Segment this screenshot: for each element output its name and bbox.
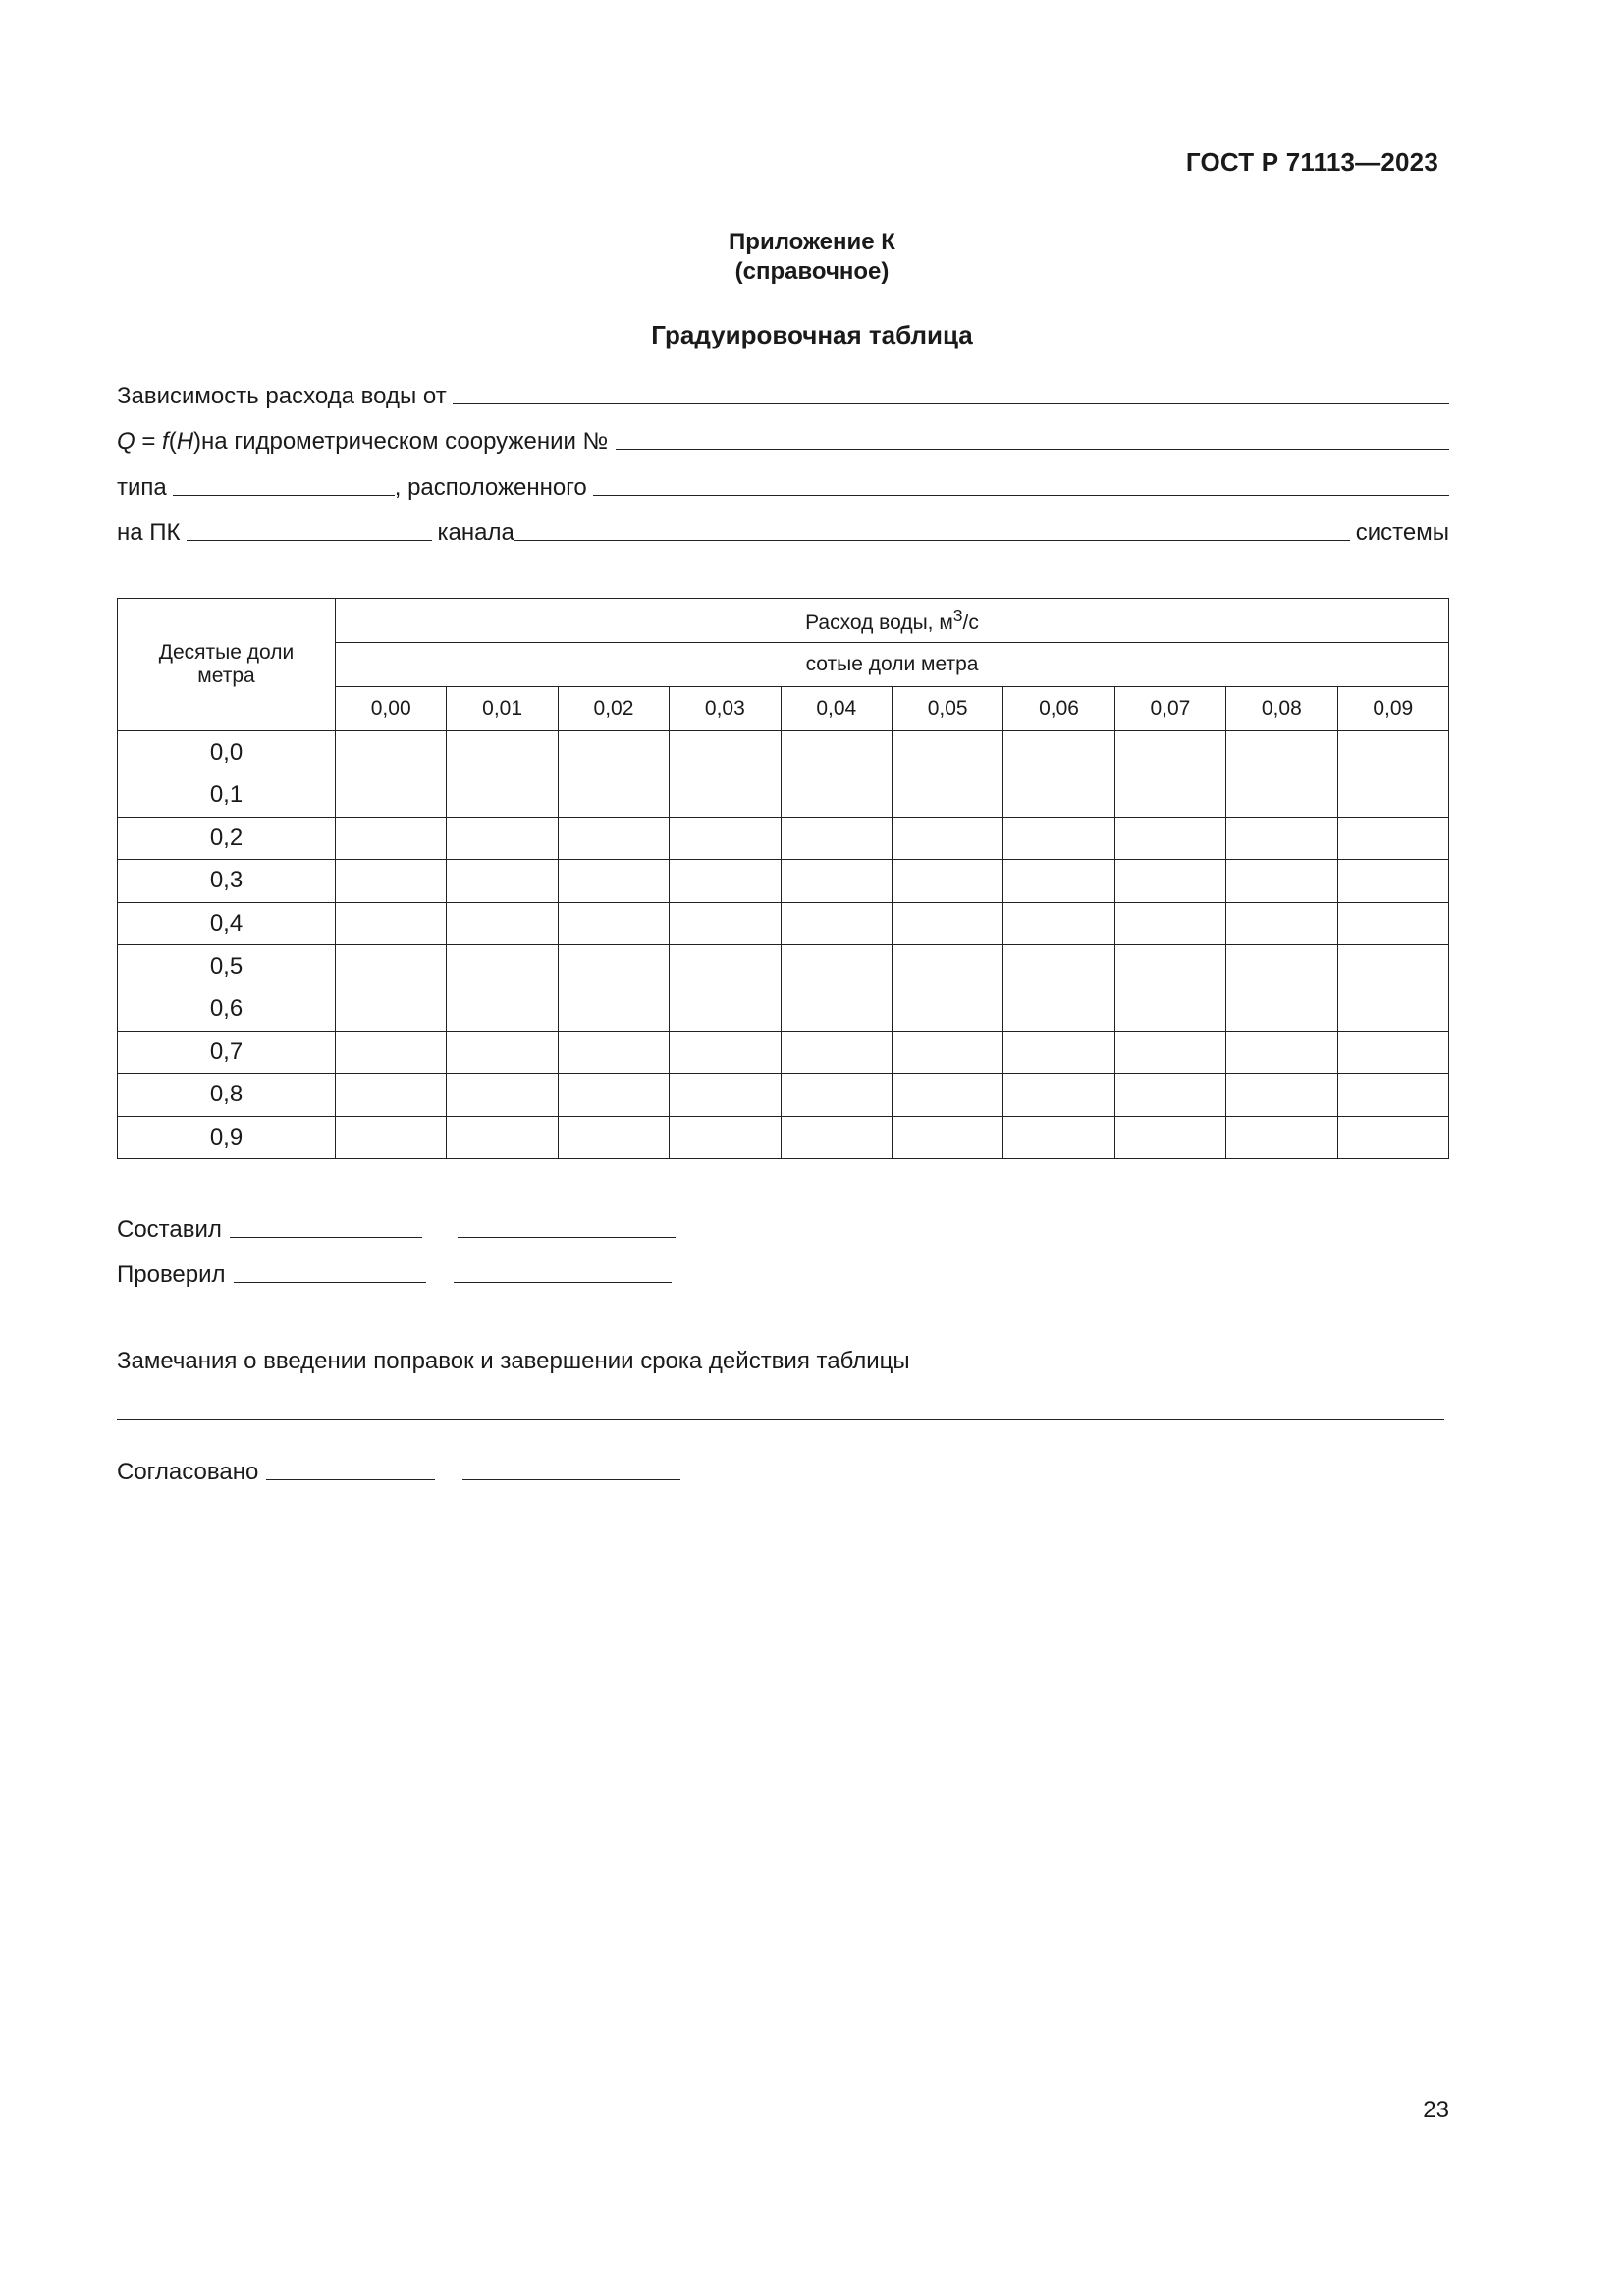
appendix-title: Приложение К (729, 229, 895, 255)
system-label: системы (1355, 519, 1449, 546)
value-cell[interactable] (670, 902, 781, 945)
pk-label: на ПК (117, 519, 181, 546)
row-label: 0,4 (118, 902, 336, 945)
table-row (118, 1116, 1449, 1159)
value-cell[interactable] (1003, 1116, 1114, 1159)
table-body (118, 731, 1449, 1159)
value-cell[interactable] (336, 1074, 447, 1117)
row-label: 0,8 (118, 1074, 336, 1117)
agreed-line (117, 1455, 680, 1486)
table-row (118, 988, 1449, 1031)
value-cell[interactable] (781, 860, 892, 903)
value-cell[interactable] (558, 774, 669, 818)
col-header: 0,06 (1003, 687, 1114, 731)
value-cell[interactable] (336, 988, 447, 1031)
value-cell[interactable] (781, 774, 892, 818)
value-cell[interactable] (1337, 945, 1448, 988)
table-row (118, 902, 1449, 945)
value-cell[interactable] (670, 860, 781, 903)
table-title: Градуировочная таблица (651, 320, 973, 349)
value-cell[interactable] (670, 1074, 781, 1117)
row-label: 0,5 (118, 945, 336, 988)
value-cell[interactable] (558, 988, 669, 1031)
checked-name-blank[interactable] (234, 1282, 426, 1283)
formula: Q = f(H) (117, 428, 202, 454)
value-cell[interactable] (670, 945, 781, 988)
value-cell[interactable] (558, 902, 669, 945)
row-header-text: Десятые доли метра (158, 641, 295, 687)
canal-label: канала (437, 519, 514, 546)
value-cell[interactable] (1003, 731, 1114, 774)
value-cell[interactable] (1226, 860, 1337, 903)
checked-signature-blank[interactable] (454, 1282, 672, 1283)
value-cell[interactable] (670, 817, 781, 860)
value-cell[interactable] (781, 902, 892, 945)
appendix-note: (справочное) (734, 258, 890, 285)
group-header-cell (336, 599, 1449, 643)
location-label: , расположенного (394, 474, 587, 501)
value-cell[interactable] (1114, 1074, 1225, 1117)
type-blank[interactable] (173, 495, 395, 496)
value-cell[interactable] (1337, 1116, 1448, 1159)
row-label: 0,6 (118, 988, 336, 1031)
value-cell[interactable] (1226, 817, 1337, 860)
canal-blank[interactable] (514, 540, 1350, 541)
form-line-pk (117, 515, 1449, 547)
row-label: 0,3 (118, 860, 336, 903)
compiled-signature-blank[interactable] (458, 1237, 676, 1238)
value-cell[interactable] (1003, 817, 1114, 860)
value-cell[interactable] (892, 945, 1002, 988)
sub-header-cell (336, 643, 1449, 687)
value-cell[interactable] (447, 860, 558, 903)
value-cell[interactable] (447, 817, 558, 860)
value-cell[interactable] (1226, 1031, 1337, 1074)
checked-line (117, 1257, 672, 1289)
sub-header-text: сотые доли метра (805, 653, 979, 675)
value-cell[interactable] (336, 945, 447, 988)
agreed-label: Согласовано (117, 1459, 259, 1485)
col-header: 0,01 (447, 687, 558, 731)
agreed-signature-blank[interactable] (462, 1479, 680, 1480)
value-cell[interactable] (1114, 902, 1225, 945)
value-cell[interactable] (447, 1031, 558, 1074)
value-cell[interactable] (1114, 731, 1225, 774)
value-cell[interactable] (447, 774, 558, 818)
value-cell[interactable] (1114, 945, 1225, 988)
value-cell[interactable] (1003, 860, 1114, 903)
value-cell[interactable] (892, 988, 1002, 1031)
compiled-line (117, 1212, 676, 1244)
row-label: 0,2 (118, 817, 336, 860)
table-row (118, 817, 1449, 860)
table-row (118, 945, 1449, 988)
value-cell[interactable] (892, 1031, 1002, 1074)
value-cell[interactable] (1003, 988, 1114, 1031)
value-cell[interactable] (670, 1031, 781, 1074)
col-header: 0,08 (1226, 687, 1337, 731)
form-line-structure (117, 424, 1449, 455)
table-row (118, 1074, 1449, 1117)
value-cell[interactable] (781, 945, 892, 988)
value-cell[interactable] (1114, 1116, 1225, 1159)
value-cell[interactable] (781, 988, 892, 1031)
value-cell[interactable] (892, 817, 1002, 860)
value-cell[interactable] (892, 1074, 1002, 1117)
value-cell[interactable] (1226, 1116, 1337, 1159)
value-cell[interactable] (558, 945, 669, 988)
value-cell[interactable] (892, 902, 1002, 945)
value-cell[interactable] (892, 731, 1002, 774)
standard-number: ГОСТ Р 71113—2023 (1185, 147, 1438, 177)
value-cell[interactable] (336, 817, 447, 860)
value-cell[interactable] (781, 1116, 892, 1159)
agreed-name-blank[interactable] (266, 1479, 435, 1480)
row-label: 0,0 (118, 731, 336, 774)
location-blank[interactable] (593, 495, 1449, 496)
value-cell[interactable] (670, 1116, 781, 1159)
value-cell[interactable] (1337, 731, 1448, 774)
group-header-tail: /с (962, 612, 979, 634)
value-cell[interactable] (1337, 902, 1448, 945)
value-cell[interactable] (447, 1074, 558, 1117)
value-cell[interactable] (781, 817, 892, 860)
value-cell[interactable] (558, 1116, 669, 1159)
value-cell[interactable] (1226, 945, 1337, 988)
calibration-table (117, 598, 1449, 1159)
row-label: 0,1 (118, 774, 336, 818)
value-cell[interactable] (447, 1116, 558, 1159)
value-cell[interactable] (1114, 774, 1225, 818)
value-cell[interactable] (781, 731, 892, 774)
value-cell[interactable] (1337, 817, 1448, 860)
group-header-text: Расход воды, м (805, 612, 953, 634)
checked-label: Проверил (117, 1261, 226, 1288)
value-cell[interactable] (781, 1074, 892, 1117)
col-header: 0,02 (558, 687, 669, 731)
value-cell[interactable] (558, 817, 669, 860)
structure-number-blank[interactable] (616, 449, 1449, 450)
form-line-dependency (117, 379, 1449, 410)
remarks-label: Замечания о введении поправок и завершении срока действия таблицы (117, 1348, 910, 1374)
table-row (118, 1031, 1449, 1074)
value-cell[interactable] (447, 988, 558, 1031)
value-cell[interactable] (1114, 988, 1225, 1031)
value-cell[interactable] (336, 1031, 447, 1074)
value-cell[interactable] (1337, 988, 1448, 1031)
table-row (118, 860, 1449, 903)
value-cell[interactable] (1226, 774, 1337, 818)
dependency-label: Зависимость расхода воды от (117, 383, 447, 409)
form-line-type (117, 470, 1449, 502)
remarks-blank[interactable] (117, 1419, 1444, 1420)
value-cell[interactable] (1114, 860, 1225, 903)
group-header-sup: 3 (952, 606, 963, 625)
structure-label: на гидрометрическом сооружении № (201, 428, 609, 454)
value-cell[interactable] (336, 731, 447, 774)
col-header: 0,05 (892, 687, 1002, 731)
value-cell[interactable] (558, 1031, 669, 1074)
value-cell[interactable] (1003, 902, 1114, 945)
value-cell[interactable] (1003, 1031, 1114, 1074)
value-cell[interactable] (447, 945, 558, 988)
value-cell[interactable] (336, 860, 447, 903)
value-cell[interactable] (781, 1031, 892, 1074)
value-cell[interactable] (558, 731, 669, 774)
value-cell[interactable] (1337, 774, 1448, 818)
value-cell[interactable] (1226, 988, 1337, 1031)
value-cell[interactable] (336, 774, 447, 818)
page-number: 23 (1423, 2097, 1449, 2123)
value-cell[interactable] (1003, 1074, 1114, 1117)
compiled-label: Составил (117, 1216, 222, 1243)
value-cell[interactable] (1003, 774, 1114, 818)
value-cell[interactable] (1337, 1031, 1448, 1074)
value-cell[interactable] (447, 902, 558, 945)
value-cell[interactable] (447, 731, 558, 774)
col-header: 0,04 (781, 687, 892, 731)
row-label: 0,9 (118, 1116, 336, 1159)
dependency-blank[interactable] (453, 403, 1449, 404)
value-cell[interactable] (1114, 817, 1225, 860)
pk-blank[interactable] (187, 540, 432, 541)
value-cell[interactable] (892, 774, 1002, 818)
value-cell[interactable] (670, 988, 781, 1031)
value-cell[interactable] (892, 860, 1002, 903)
value-cell[interactable] (558, 860, 669, 903)
value-cell[interactable] (336, 1116, 447, 1159)
table-row (118, 774, 1449, 818)
value-cell[interactable] (1337, 860, 1448, 903)
value-cell[interactable] (1003, 945, 1114, 988)
row-label: 0,7 (118, 1031, 336, 1074)
value-cell[interactable] (1337, 1074, 1448, 1117)
col-header: 0,07 (1114, 687, 1225, 731)
compiled-name-blank[interactable] (230, 1237, 422, 1238)
value-cell[interactable] (670, 774, 781, 818)
type-label: типа (117, 474, 167, 501)
appendix-heading (0, 228, 1624, 287)
value-cell[interactable] (892, 1116, 1002, 1159)
value-cell[interactable] (336, 902, 447, 945)
row-header-cell (118, 599, 336, 731)
col-header: 0,00 (336, 687, 447, 731)
value-cell[interactable] (1114, 1031, 1225, 1074)
value-cell[interactable] (1226, 902, 1337, 945)
value-cell[interactable] (1226, 731, 1337, 774)
value-cell[interactable] (670, 731, 781, 774)
value-cell[interactable] (1226, 1074, 1337, 1117)
col-header: 0,03 (670, 687, 781, 731)
col-header: 0,09 (1337, 687, 1448, 731)
value-cell[interactable] (558, 1074, 669, 1117)
table-row (118, 731, 1449, 774)
